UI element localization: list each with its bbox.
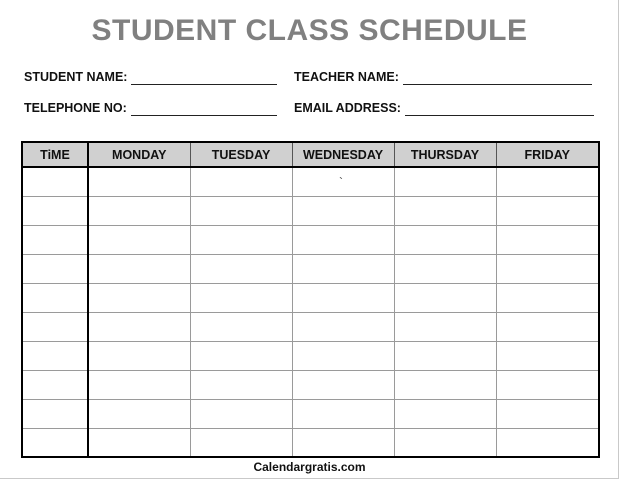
schedule-cell[interactable] (496, 312, 599, 341)
schedule-cell[interactable] (394, 225, 496, 254)
schedule-cell[interactable] (394, 370, 496, 399)
schedule-cell[interactable] (292, 428, 394, 457)
header-friday: FRIDAY (496, 142, 599, 167)
schedule-cell[interactable] (496, 167, 599, 196)
schedule-cell[interactable] (22, 283, 88, 312)
schedule-cell[interactable] (496, 196, 599, 225)
teacher-name-field (294, 69, 592, 85)
schedule-cell[interactable] (88, 254, 190, 283)
schedule-cell[interactable] (496, 370, 599, 399)
header-row (22, 142, 599, 167)
schedule-body (22, 167, 599, 457)
schedule-cell[interactable] (496, 254, 599, 283)
email-label: EMAIL ADDRESS: (294, 101, 401, 115)
schedule-cell[interactable] (292, 196, 394, 225)
header-monday: MONDAY (88, 142, 190, 167)
stray-mark: ` (339, 175, 343, 189)
schedule-cell[interactable] (394, 399, 496, 428)
telephone-label: TELEPHONE NO: (24, 101, 127, 115)
schedule-cell[interactable] (88, 167, 190, 196)
schedule-cell[interactable] (496, 225, 599, 254)
schedule-cell[interactable] (394, 428, 496, 457)
schedule-cell[interactable] (292, 341, 394, 370)
schedule-cell[interactable] (88, 341, 190, 370)
telephone-blank[interactable] (131, 103, 277, 116)
schedule-cell[interactable] (22, 167, 88, 196)
schedule-cell[interactable] (496, 428, 599, 457)
schedule-cell[interactable] (394, 283, 496, 312)
schedule-cell[interactable] (22, 254, 88, 283)
schedule-cell[interactable] (394, 196, 496, 225)
schedule-cell[interactable] (496, 399, 599, 428)
page-title: STUDENT CLASS SCHEDULE (91, 14, 528, 47)
table-row (22, 312, 599, 341)
schedule-cell[interactable] (88, 283, 190, 312)
header-thursday: THURSDAY (394, 142, 496, 167)
schedule-cell[interactable] (190, 370, 292, 399)
table-row (22, 254, 599, 283)
email-blank[interactable] (405, 103, 594, 116)
schedule-cell[interactable] (292, 225, 394, 254)
schedule-table (21, 141, 600, 458)
table-row (22, 428, 599, 457)
schedule-cell[interactable] (394, 167, 496, 196)
schedule-cell[interactable] (22, 370, 88, 399)
teacher-name-label: TEACHER NAME: (294, 70, 399, 84)
schedule-cell[interactable] (496, 341, 599, 370)
schedule-cell[interactable] (394, 341, 496, 370)
schedule-cell[interactable] (22, 225, 88, 254)
schedule-cell[interactable] (190, 254, 292, 283)
schedule-cell[interactable] (292, 167, 394, 196)
table-row (22, 370, 599, 399)
schedule-cell[interactable] (292, 312, 394, 341)
schedule-cell[interactable] (496, 283, 599, 312)
schedule-cell[interactable] (292, 370, 394, 399)
schedule-cell[interactable] (88, 196, 190, 225)
header-tuesday: TUESDAY (190, 142, 292, 167)
schedule-cell[interactable] (190, 283, 292, 312)
table-row (22, 167, 599, 196)
student-name-field (24, 69, 277, 85)
schedule-cell[interactable] (394, 312, 496, 341)
telephone-field (24, 100, 277, 116)
schedule-cell[interactable] (292, 399, 394, 428)
email-field (294, 100, 594, 116)
schedule-cell[interactable] (22, 341, 88, 370)
schedule-cell[interactable] (190, 341, 292, 370)
schedule-cell[interactable] (22, 312, 88, 341)
schedule-cell[interactable] (88, 399, 190, 428)
schedule-cell[interactable] (190, 225, 292, 254)
schedule-cell[interactable] (88, 370, 190, 399)
schedule-cell[interactable] (190, 428, 292, 457)
schedule-cell[interactable] (394, 254, 496, 283)
table-row (22, 341, 599, 370)
student-name-blank[interactable] (131, 72, 277, 85)
schedule-cell[interactable] (22, 399, 88, 428)
schedule-cell[interactable] (190, 167, 292, 196)
header-time: TiME (22, 142, 88, 167)
table-row (22, 196, 599, 225)
schedule-cell[interactable] (22, 196, 88, 225)
schedule-cell[interactable] (190, 312, 292, 341)
schedule-cell[interactable] (88, 225, 190, 254)
schedule-cell[interactable] (190, 399, 292, 428)
schedule-cell[interactable] (190, 196, 292, 225)
teacher-name-blank[interactable] (403, 72, 592, 85)
schedule-cell[interactable] (292, 283, 394, 312)
table-row (22, 283, 599, 312)
footer-source: Calendargratis.com (253, 460, 366, 474)
schedule-cell[interactable] (88, 312, 190, 341)
schedule-cell[interactable] (22, 428, 88, 457)
schedule-cell[interactable] (292, 254, 394, 283)
table-row (22, 399, 599, 428)
table-row (22, 225, 599, 254)
schedule-cell[interactable] (88, 428, 190, 457)
student-name-label: STUDENT NAME: (24, 70, 128, 84)
header-wednesday: WEDNESDAY (292, 142, 394, 167)
